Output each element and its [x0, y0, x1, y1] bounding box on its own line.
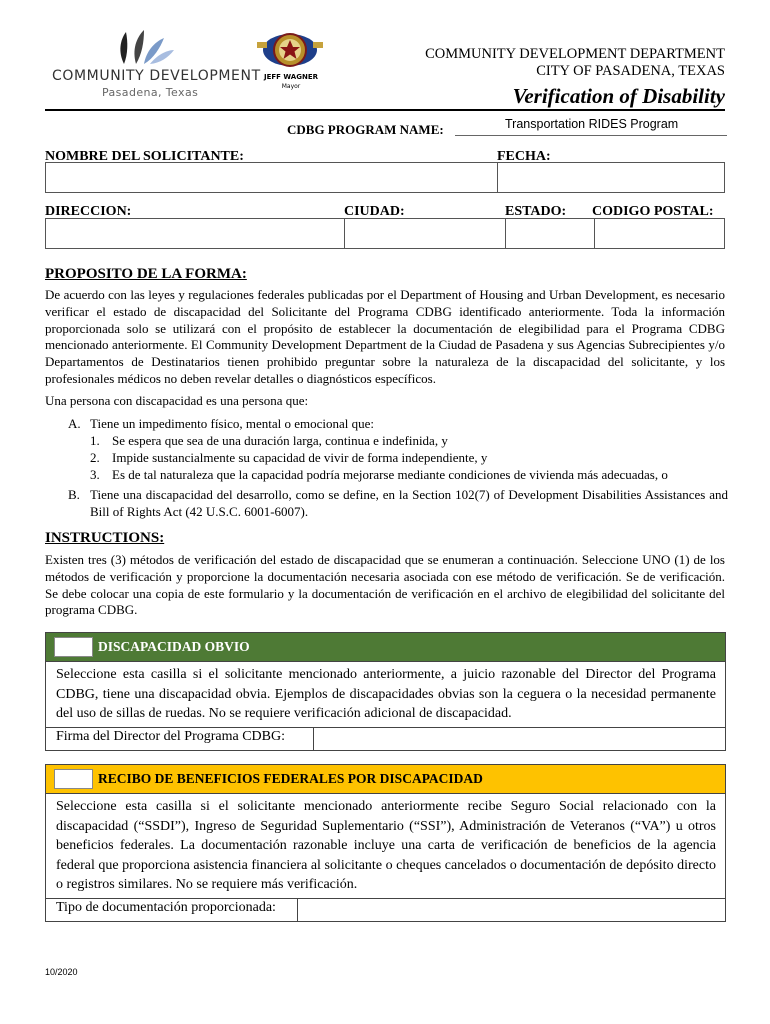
logo-title: COMMUNITY DEVELOPMENT [52, 68, 261, 84]
list-item-b-letter: B. [68, 487, 80, 502]
list-item-a-letter: A. [68, 416, 81, 431]
community-development-logo [50, 28, 261, 100]
mayor-seal [255, 28, 325, 92]
program-name-field[interactable]: Transportation RIDES Program [505, 117, 679, 131]
leaf-logo-icon [116, 28, 176, 66]
department-name: COMMUNITY DEVELOPMENT DEPARTMENT [425, 46, 725, 62]
city-name: CITY OF PASADENA, TEXAS [536, 63, 725, 79]
director-signature-field[interactable] [314, 728, 725, 750]
sub-list-item [90, 433, 668, 450]
mayor-name-text: JEFF WAGNER [264, 73, 318, 81]
option-federal-description: Seleccione esta casilla si el solicitante mencionado anteriormente recibe Seguro Social relacionado con la discapacidad (“SSDI”), Ingreso de Seguridad Suplementario (“SSI”), Administración de Veteranos (“VA”) u otros beneficios federales. La documentación razonable incluye una carta de verificación de beneficios de la agencia federal que proporciona asistencia financiera al solicitante o cheques cancelados o documentación de depósito directo o registros similares. No se requiere más verificación. [46, 794, 725, 899]
director-signature-label: Firma del Director del Programa CDBG: [56, 728, 286, 744]
department-heading [425, 46, 725, 80]
documentation-type-field[interactable] [298, 899, 725, 921]
sub-list [90, 433, 668, 483]
state-field[interactable] [505, 218, 595, 249]
instructions-paragraph: Existen tres (3) métodos de verificación del estado de discapacidad que se enumeran a continuación. Seleccione UNO (1) de los métodos de verificación y proporcione la documentación necesaria asociada con ese método de verificación. Se de verificación. Se debe colocar una copia de este formulario y la documentación de verificación en el archivo de elegibilidad del solicitante del programa CDBG. [45, 552, 725, 618]
header-divider [45, 109, 725, 111]
documentation-type-label: Tipo de documentación proporcionada: [56, 899, 276, 915]
address-field[interactable] [45, 218, 345, 249]
list-item-a [68, 416, 728, 433]
zip-label: CODIGO POSTAL: [592, 204, 714, 219]
address-label: DIRECCION: [45, 204, 132, 219]
obvious-disability-checkbox[interactable] [54, 637, 93, 657]
director-signature-row [46, 728, 725, 750]
revision-date: 10/2020 [45, 967, 78, 977]
purpose-paragraph: De acuerdo con las leyes y regulaciones federales publicadas por el Department of Housing and Urban Development, es necesario verificar el estado de discapacidad del Solicitante del Programa CDBG identificado anteriormente. Toda la información proporcionada solo se utilizará con el propósito de establecer la documentación de elegibilidad para el Programa CDBG mencionado anteriormente. El Community Development Department de la Ciudad de Pasadena y sus Agencias Subrecipientes y/o Departamentos de Destinatarios tienen prohibido preguntar sobre la naturaleza de la discapacidad del solicitante, y los profesionales médicos no deben revelar detalles o diagnósticos específicos. [45, 287, 725, 386]
applicant-name-field[interactable] [45, 162, 498, 193]
option-federal-header [46, 765, 725, 794]
sub-item-text: Es de tal naturaleza que la capacidad podría mejorarse mediante condiciones de vivienda más adecuadas, o [112, 466, 668, 482]
sub-item-text: Impide sustancialmente su capacidad de vivir de forma independiente, y [112, 449, 488, 465]
city-seal-icon [255, 28, 325, 74]
sub-item-number: 2. [90, 449, 100, 465]
date-field[interactable] [497, 162, 725, 193]
city-label: CIUDAD: [344, 204, 405, 219]
mayor-name [263, 73, 319, 91]
sub-item-number: 3. [90, 466, 100, 482]
federal-benefits-checkbox[interactable] [54, 769, 93, 789]
option-federal-title: RECIBO DE BENEFICIOS FEDERALES POR DISCAPACIDAD [98, 771, 483, 786]
option-federal-benefits [45, 764, 726, 922]
applicant-name-label: NOMBRE DEL SOLICITANTE: [45, 149, 244, 164]
instructions-heading: INSTRUCTIONS: [45, 530, 165, 546]
option-obvious-disability [45, 632, 726, 751]
date-label: FECHA: [497, 149, 551, 164]
option-obvious-title: DISCAPACIDAD OBVIO [98, 639, 250, 654]
logo-subtitle: Pasadena, Texas [102, 86, 199, 99]
list-item-a-text: Tiene un impedimento físico, mental o emocional que: [90, 416, 375, 431]
documentation-type-row [46, 899, 725, 921]
program-name-label: CDBG PROGRAM NAME: [287, 122, 444, 137]
zip-field[interactable] [594, 218, 725, 249]
sub-list-item [90, 467, 668, 484]
option-obvious-description: Seleccione esta casilla si el solicitante mencionado anteriormente, a juicio razonable del Director del Programa CDBG, tiene una discapacidad obvia. Ejemplos de discapacidades obvias son la ceguera o la necesidad permanente del uso de sillas de ruedas. No se requiere verificación adicional de discapacidad. [46, 662, 725, 728]
option-obvious-header [46, 633, 725, 662]
list-item-b [68, 487, 728, 521]
purpose-heading: PROPOSITO DE LA FORMA: [45, 266, 247, 282]
city-field[interactable] [344, 218, 506, 249]
sub-item-number: 1. [90, 433, 100, 448]
definition-intro: Una persona con discapacidad es una persona que: [45, 393, 309, 408]
sub-item-text: Se espera que sea de una duración larga, continua e indefinida, y [112, 433, 448, 448]
list-item-b-text: Tiene una discapacidad del desarrollo, como se define, en la Section 102(7) of Development Disabilities Assistances and Bill of Rights Act (42 U.S.C. 6001-6007). [90, 487, 728, 519]
form-title: Verification of Disability [512, 84, 725, 108]
state-label: ESTADO: [505, 204, 567, 219]
program-name-line [455, 135, 727, 136]
mayor-title-text: Mayor [281, 83, 301, 90]
sub-list-item [90, 450, 668, 467]
